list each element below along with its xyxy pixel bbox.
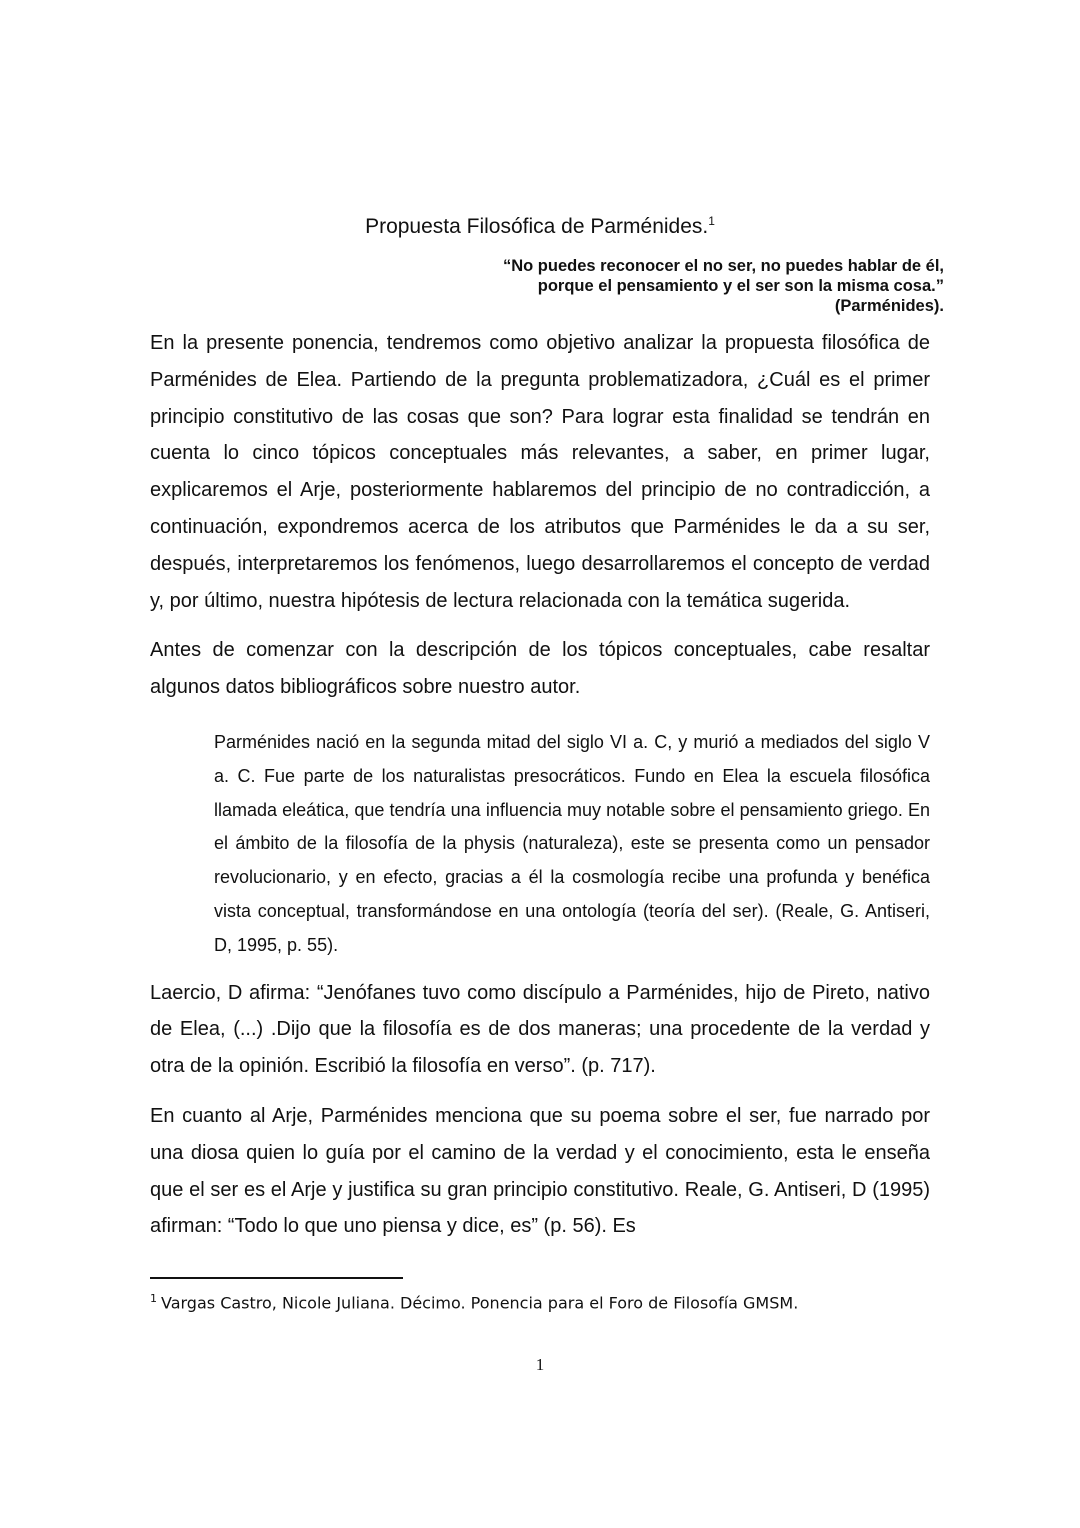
paragraph-arje: En cuanto al Arje, Parménides menciona que su poema sobre el ser, fue narrado por una diosa quien lo guía por el camino de la verdad y el conocimiento, esta le enseña que el ser es el Arje y justifica su gran principio constitutivo. Reale, G. Antiseri, D (1995) afirman: “Todo lo que uno piensa y dice, es” (p. 56). Es [150,1104,930,1238]
footnote-text: Vargas Castro, Nicole Juliana. Décimo. Ponencia para el Foro de Filosofía GMSM. [161,1293,799,1313]
paragraph-biography-lead: Antes de comenzar con la descripción de los tópicos conceptuales, cabe resaltar algunos datos bibliográficos sobre nuestro autor. [150,639,930,699]
paragraph-intro: En la presente ponencia, tendremos como objetivo analizar la propuesta filosófica de Parménides de Elea. Partiendo de la pregunta problematizadora, ¿Cuál es el primer principio constitutivo de las cosas que son? Para lograr esta finalidad se tendrán en cuenta lo cinco tópicos conceptuales más relevantes, a saber, en primer lugar, explicaremos el Arje, posteriormente hablaremos del principio de no contradicción, a continuación, expondremos acerca de los atributos que Parménides le da a su ser, después, interpretaremos los fenómenos, luego desarrollaremos el concepto de verdad y, por último, nuestra hipótesis de lectura relacionada con la temática sugerida. [150,332,930,612]
footnote [150,1288,798,1314]
paragraph-laercio: Laercio, D afirma: “Jenófanes tuvo como discípulo a Parménides, hijo de Pireto, nativo de Elea, (...) .Dijo que la filosofía es de dos maneras; una procedente de la verdad y otra de la opinión. Escribió la filosofía en verso”. (p. 717). [150,981,930,1078]
block-quote: Parménides nació en la segunda mitad del siglo VI a. C, y murió a mediados del siglo V a. C. Fue parte de los naturalistas presocráticos. Fundo en Elea la escuela filosófica llamada eleática, que tendría una influencia muy notable sobre el pensamiento griego. En el ámbito de la filosofía de la physis (naturaleza), este se presenta como un pensador revolucionario, y en efecto, gracias a él la cosmología recibe una profunda y benéfica vista conceptual, transformándose en una ontología (teoría del ser). (Reale, G. Antiseri, D, 1995, p. 55). [214,731,930,955]
body-text [150,325,930,1245]
title-footnote-ref: 1 [708,214,715,228]
title-text: Propuesta Filosófica de Parménides. [365,215,709,238]
epigraph-line-1: “No puedes reconocer el no ser, no puedes hablar de él, [502,257,944,275]
footnote-separator [150,1277,403,1279]
epigraph [430,256,944,316]
epigraph-line-2: porque el pensamiento y el ser son la misma cosa.” [537,277,944,295]
epigraph-attribution: (Parménides). [834,297,944,315]
page-title [0,212,1080,242]
page-number: 1 [535,1355,545,1374]
footnote-marker: 1 [150,1292,157,1305]
